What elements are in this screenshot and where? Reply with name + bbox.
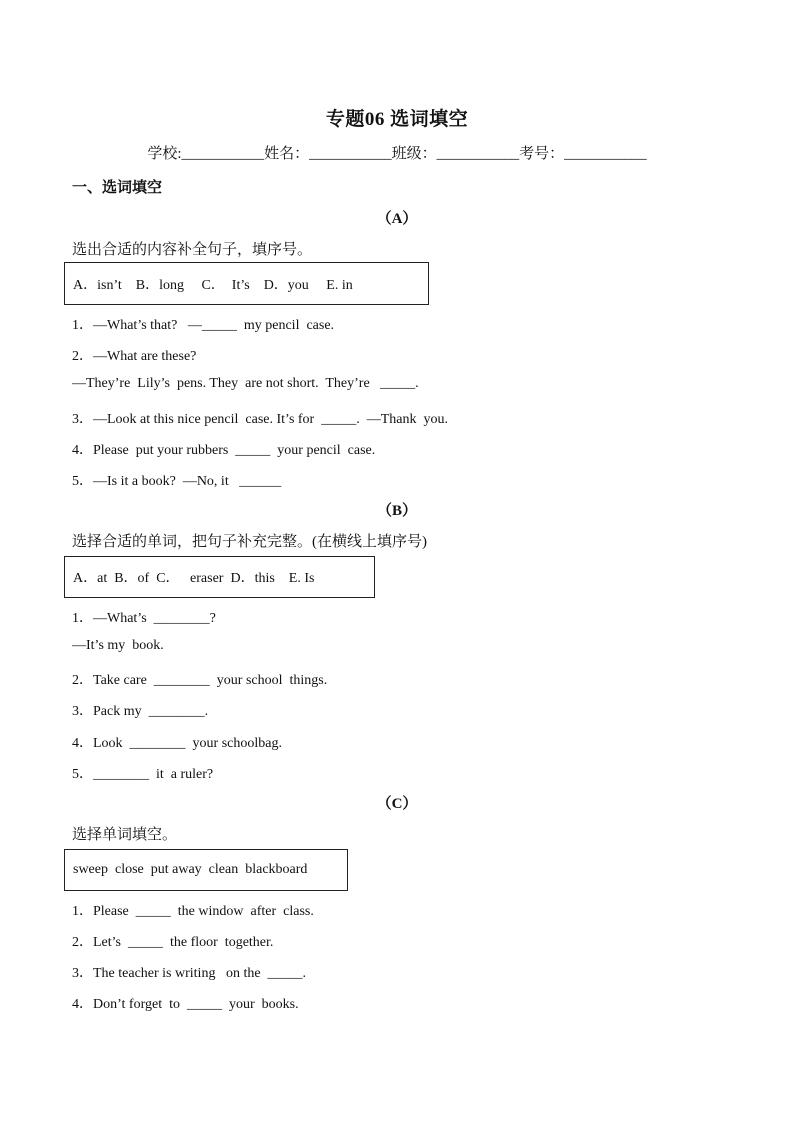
section-c-word-box: sweep close put away clean blackboard [64,849,348,891]
section-a-instruction: 选出合适的内容补全句子，填序号。 [72,242,313,258]
section-c-label: （C） [376,796,418,812]
section-a-question: 3．—Look at this nice pencil case. It’s for _____. —Thank you. [72,412,448,427]
section-a-question: 4．Please put your rubbers _____ your pencil case. [72,443,376,458]
school-field: 学校:___________ [147,146,265,162]
section-b-label: （B） [376,503,417,519]
section-a-question: 1．—What’s that? —_____ my pencil case. [72,318,335,333]
section-b-question: 1．—What’s ________? [72,611,216,626]
section-b-question: 5．________ it a ruler? [72,767,214,782]
page-title: 专题06 选词填空 [325,109,469,130]
section-a-question: 2．—What are these? [72,349,197,364]
part-heading: 一、选词填空 [72,180,163,196]
class-field: 班级：___________ [391,146,520,162]
section-c-instruction: 选择单词填空。 [72,827,178,843]
section-b-word-box: A．at B．of C． eraser D．this E. Is [64,556,375,598]
number-field: 考号：___________ [519,146,647,162]
section-b-question: —It’s my book. [72,638,164,653]
section-b-question: 4．Look ________ your schoolbag. [72,736,282,751]
student-info-line [0,142,794,163]
section-b-question: 2．Take care ________ your school things. [72,673,328,688]
section-c-question: 2．Let’s _____ the floor together. [72,935,274,950]
name-field: 姓名：___________ [264,146,392,162]
section-c-question: 1．Please _____ the window after class. [72,904,314,919]
section-c-question: 4．Don’t forget to _____ your books. [72,997,299,1012]
section-a-label: （A） [376,211,418,227]
section-b-question: 3．Pack my ________. [72,704,209,719]
section-c-question: 3．The teacher is writing on the _____. [72,966,307,981]
section-a-word-box: A．isn’t B．long C． It’s D．you E. in [64,262,429,305]
section-b-instruction: 选择合适的单词，把句子补充完整。(在横线上填序号) [72,534,427,550]
section-a-question: 5．—Is it a book? —No, it ______ [72,474,282,489]
section-a-question: —They’re Lily’s pens. They are not short. They’re _____. [72,376,419,391]
